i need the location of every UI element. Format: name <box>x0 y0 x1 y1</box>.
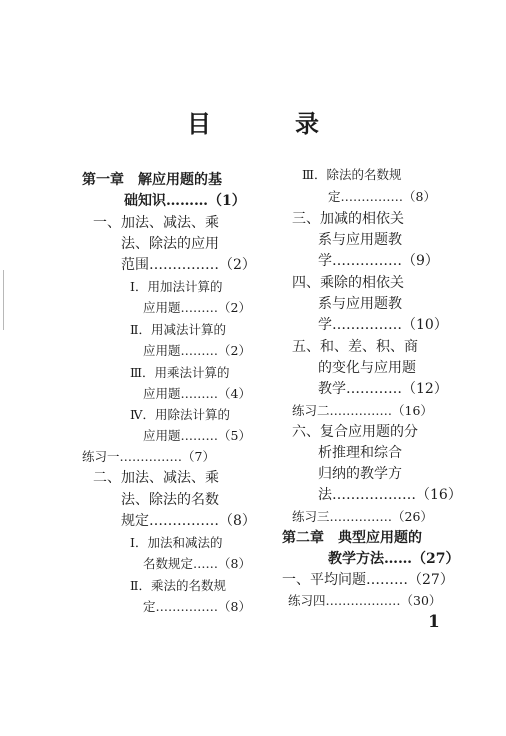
toc-entry: 系与应用题教 <box>318 232 402 248</box>
scan-margin-line <box>3 270 4 330</box>
toc-entry: 练习二……………（16） <box>292 403 433 418</box>
toc-entry: 析推理和综合 <box>318 445 402 461</box>
toc-entry: 第一章 解应用题的基 <box>82 172 222 188</box>
toc-entry: 法、除法的应用 <box>121 236 219 252</box>
toc-entry: 应用题………（2） <box>143 343 251 358</box>
toc-entry: 教学…………（12） <box>318 381 448 397</box>
page-number: 1 <box>428 612 440 632</box>
toc-entry: 二、加法、减法、乘 <box>93 470 219 486</box>
toc-entry: 练习三……………（26） <box>292 509 433 524</box>
toc-entry: 学……………（9） <box>318 253 439 269</box>
toc-entry: 一、加法、减法、乘 <box>93 215 219 231</box>
toc-entry: 应用题………（4） <box>143 386 251 401</box>
toc-entry: 范围……………（2） <box>121 257 256 273</box>
toc-entry: 三、加减的相依关 <box>292 211 404 227</box>
toc-entry: 础知识………（1） <box>124 193 246 209</box>
toc-entry: 一、平均问题………（27） <box>282 572 454 588</box>
toc-entry: 第二章 典型应用题的 <box>282 530 422 546</box>
toc-entry: 学……………（10） <box>318 317 448 333</box>
toc-entry: 应用题………（2） <box>143 300 251 315</box>
toc-entry: 系与应用题教 <box>318 296 402 312</box>
toc-entry: Ⅱ．用减法计算的 <box>130 322 226 337</box>
toc-entry: 定……………（8） <box>328 189 436 204</box>
toc-entry: Ⅲ．除法的名数规 <box>302 167 402 182</box>
toc-entry: 规定……………（8） <box>121 513 256 529</box>
toc-entry: Ⅰ．用加法计算的 <box>130 279 223 294</box>
toc-entry: 教学方法……（27） <box>328 551 460 567</box>
toc-entry: 应用题………（5） <box>143 428 251 443</box>
toc-entry: 归纳的教学方 <box>318 466 402 482</box>
toc-entry: 六、复合应用题的分 <box>292 424 418 440</box>
toc-entry: 五、和、差、积、商 <box>292 339 418 355</box>
toc-entry: 练习四………………（30） <box>288 593 442 608</box>
toc-entry: 的变化与应用题 <box>318 360 416 376</box>
toc-title: 目 录 <box>187 109 349 138</box>
toc-entry: 练习一……………（7） <box>82 449 215 464</box>
toc-entry: 名数规定……（8） <box>143 556 251 571</box>
toc-entry: 定……………（8） <box>143 599 251 614</box>
toc-entry: 法、除法的名数 <box>121 492 219 508</box>
toc-entry: 四、乘除的相依关 <box>292 275 404 291</box>
toc-entry: Ⅲ．用乘法计算的 <box>130 365 230 380</box>
toc-entry: 法………………（16） <box>318 487 462 503</box>
toc-entry: Ⅱ．乘法的名数规 <box>130 578 226 593</box>
toc-entry: Ⅰ．加法和减法的 <box>130 535 223 550</box>
toc-entry: Ⅳ．用除法计算的 <box>130 407 230 422</box>
